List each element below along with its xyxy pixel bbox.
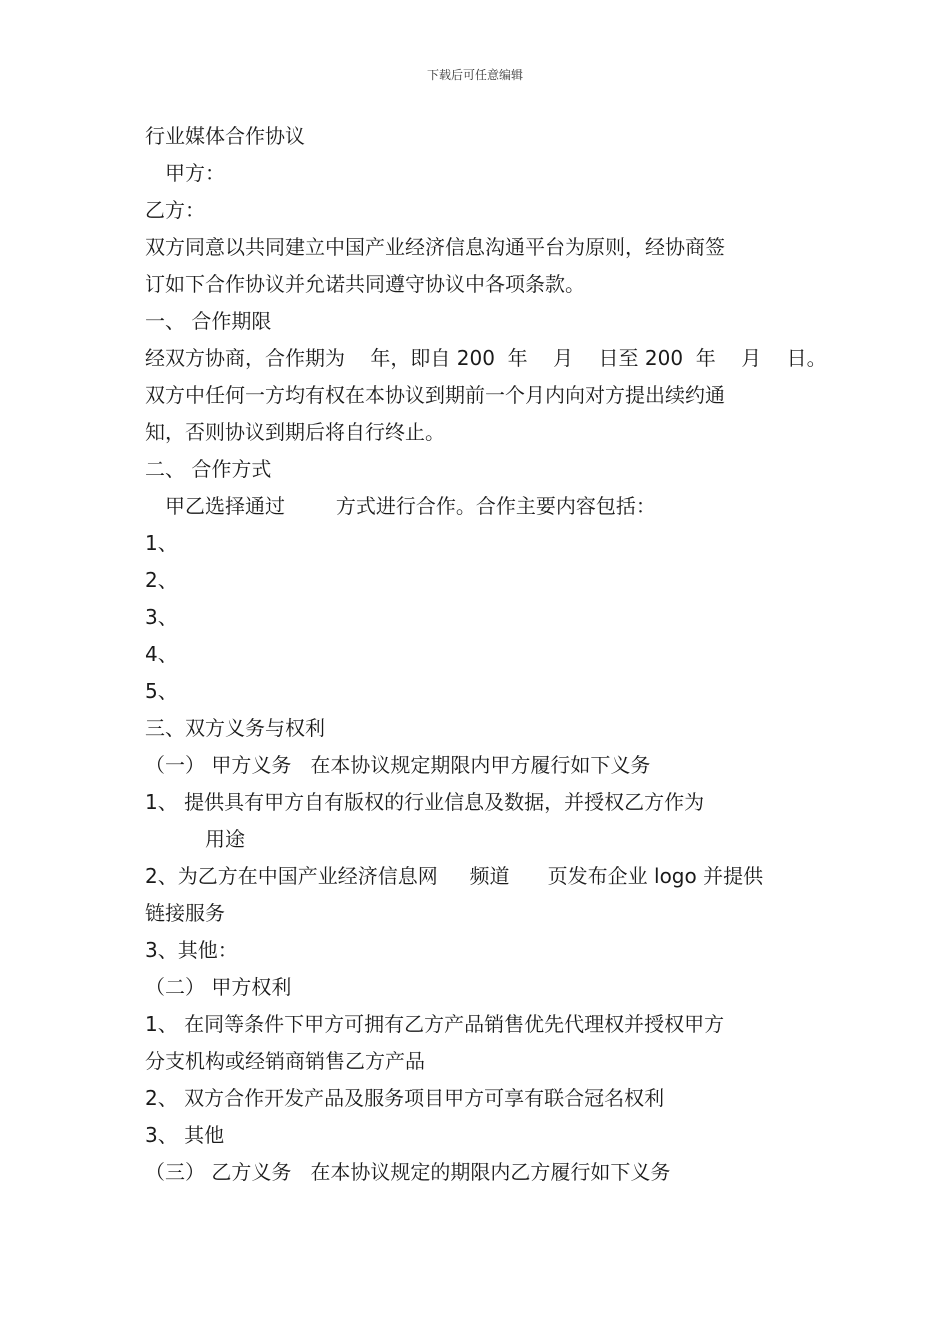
intro-line-2: 订如下合作协议并允诺共同遵守协议中各项条款。 — [145, 272, 585, 296]
party-a-right-1: 1、 在同等条件下甲方可拥有乙方产品销售优先代理权并授权甲方 — [145, 1012, 725, 1036]
party-a-right-2: 2、 双方合作开发产品及服务项目甲方可享有联合冠名权利 — [145, 1086, 665, 1110]
party-a-right-1-cont: 分支机构或经销商销售乙方产品 — [145, 1049, 425, 1073]
section-3-heading: 三、双方义务与权利 — [145, 716, 325, 740]
party-b-line: 乙方： — [145, 198, 205, 222]
content-item-3: 3、 — [145, 605, 178, 629]
content-item-1: 1、 — [145, 531, 178, 555]
term-line-2: 双方中任何一方均有权在本协议到期前一个月内向对方提出续约通 — [145, 383, 725, 407]
document-title: 行业媒体合作协议 — [145, 124, 305, 148]
term-line-1: 经双方协商，合作期为 年，即自 200 年 月 日至 200 年 月 日。 — [145, 346, 827, 370]
party-a-duty-2-cont: 链接服务 — [145, 901, 225, 925]
document-body — [145, 118, 845, 1191]
section-2-heading: 二、 合作方式 — [145, 457, 272, 481]
page-header-note: 下载后可任意编辑 — [426, 68, 523, 82]
method-line: 甲乙选择通过 方式进行合作。合作主要内容包括： — [165, 494, 656, 518]
party-a-duty-1-cont: 用途 — [205, 827, 245, 851]
party-a-duties-heading: （一） 甲方义务 在本协议规定期限内甲方履行如下义务 — [145, 753, 651, 777]
party-a-duty-2: 2、为乙方在中国产业经济信息网 频道 页发布企业 logo 并提供 — [145, 864, 764, 888]
party-a-rights-heading: （二） 甲方权利 — [145, 975, 292, 999]
party-a-right-3: 3、 其他 — [145, 1123, 225, 1147]
term-line-3: 知，否则协议到期后将自行终止。 — [145, 420, 445, 444]
intro-line-1: 双方同意以共同建立中国产业经济信息沟通平台为原则，经协商签 — [145, 235, 725, 259]
content-item-5: 5、 — [145, 679, 178, 703]
content-item-4: 4、 — [145, 642, 178, 666]
section-1-heading: 一、 合作期限 — [145, 309, 272, 333]
content-item-2: 2、 — [145, 568, 178, 592]
party-b-duties-heading: （三） 乙方义务 在本协议规定的期限内乙方履行如下义务 — [145, 1160, 671, 1184]
party-a-line: 甲方： — [165, 161, 225, 185]
party-a-duty-1: 1、 提供具有甲方自有版权的行业信息及数据，并授权乙方作为 — [145, 790, 705, 814]
party-a-duty-3: 3、其他： — [145, 938, 238, 962]
